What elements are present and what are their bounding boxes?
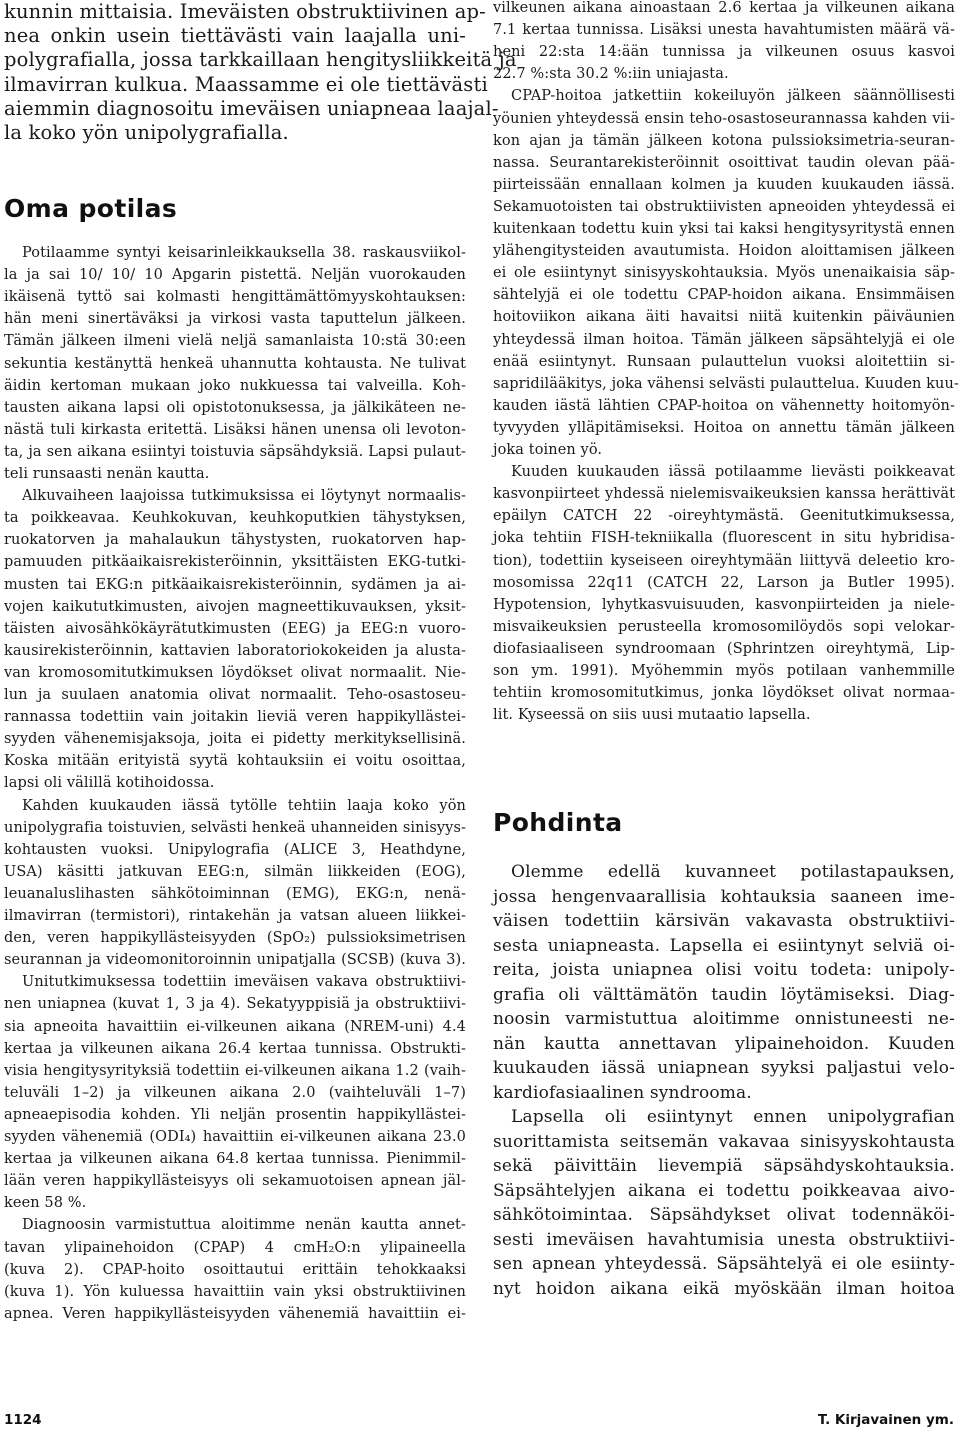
text-line: apnea. Veren happikyllästeisyyden vähenemiä havaittiin ei-: [4, 1305, 466, 1322]
text-line: den, veren happikyllästeisyyden (SpO₂) pulssioksimetrisen: [4, 930, 466, 947]
running-author: T. Kirjavainen ym.: [817, 1412, 954, 1428]
text-line: Lapsella oli esiintynyt ennen unipolygrafian: [511, 1107, 955, 1127]
text-line: joka tehtiin FISH-tekniikalla (fluorescent in situ hybridisa-: [493, 530, 955, 547]
text-line: lun ja suulaen anatomia olivat normaalit. Teho-osastoseu-: [4, 687, 466, 703]
text-line: Unitutkimuksessa todettiin imeväisen vakava obstruktiivi-: [22, 974, 466, 991]
section-heading-pohdinta: Pohdinta: [493, 808, 623, 837]
text-line: sekä päivittäin lievempiä säpsähdyskohtauksia.: [493, 1156, 955, 1176]
text-line: pamuuden pitkäaikaisrekisteröinnin, yksittäisten EKG-tutki-: [4, 554, 466, 571]
text-line: sapridilääkitys, joka vähensi selvästi pulauttelua. Kuuden kuu-: [493, 375, 959, 392]
text-line: yhteydessä ilman hoitoa. Tämän jälkeen säpsähtelyjä ei ole: [493, 331, 955, 348]
text-line: musten tai EKG:n pitkäaikaisrekisteröinnin, sydämen ja ai-: [4, 576, 466, 593]
text-line: kertaa ja vilkeunen aikana 64.8 kertaa tunnissa. Pienimmil-: [4, 1151, 466, 1168]
text-line: Koska mitään erityistä syytä kohtauksiin ei voitu osoittaa,: [4, 753, 466, 770]
text-line: kuukauden iässä uniapnean syyksi paljastui velo-: [493, 1058, 955, 1078]
text-line: la ja sai 10/ 10/ 10 Apgarin pistettä. Neljän vuorokauden: [4, 267, 466, 284]
text-line: mosomissa 22q11 (CATCH 22, Larson ja Butler 1995).: [493, 574, 955, 591]
text-line: unipolygrafia toistuvien, selvästi henkeä uhanneiden sinisyys-: [4, 819, 466, 836]
text-line: syyden vähenemisjaksoja, joita ei pidetty merkityksellisinä.: [4, 731, 466, 748]
text-line: 7.1 kertaa tunnissa. Lisäksi unesta havahtumisten määrä vä-: [493, 22, 955, 39]
text-line: sesti imeväisen havahtumisia unesta obstruktiivi-: [493, 1229, 955, 1250]
text-line: reita, joista uniapnea olisi voitu todeta: unipoly-: [493, 960, 955, 980]
text-line: ta, ja sen aikana esiintyi toistuvia säpsähdyksiä. Lapsi pulaut-: [4, 443, 466, 460]
text-line: lään veren happikyllästeisyys oli sekamuotoisen apnean jäl-: [4, 1173, 466, 1190]
text-line: sekuntia kestänyttä henkeä uhannutta kohtausta. Ne tulivat: [4, 355, 466, 372]
text-line: sähtelyjä ei ole todettu CPAP-hoidon aikana. Ensimmäisen: [493, 287, 955, 304]
text-line: rannassa todettiin vain joitakin lieviä veren happikyllästei-: [4, 709, 466, 726]
text-line: jossa hengenvaarallisia kohtauksia saaneen ime-: [493, 886, 955, 907]
text-line: kon ajan ja tämän jälkeen kotona pulssioksimetria-seuran-: [493, 132, 955, 149]
text-line: äidin kertoman mukaan joko nukkuessa tai valveilla. Koh-: [4, 377, 466, 394]
text-line: kertaa ja vilkeunen aikana 26.4 kertaa tunnissa. Obstrukti-: [4, 1040, 466, 1057]
text-line: ilmavirran kulkua. Maassamme ei ole tiettävästi: [4, 72, 488, 96]
text-line: polygrafialla, jossa tarkkaillaan hengitysliikkeitä ja: [4, 48, 517, 72]
text-line: ei ole esiintynyt sinisyyskohtauksia. Myös unenaikaisia säp-: [493, 265, 955, 282]
text-line: kasvonpiirteet yhdessä nielemisvaikeuksien kanssa herättivät: [493, 486, 955, 503]
text-line: Sekamuotoisten tai obstruktiivisten apneoiden yhteydessä ei: [493, 198, 955, 215]
text-line: heni 22:sta 14:ään tunnissa ja vilkeunen osuus kasvoi: [493, 44, 955, 61]
text-line: nyt hoidon aikana eikä myöskään ilman hoitoa: [493, 1278, 955, 1299]
text-line: Kuuden kuukauden iässä potilaamme lievästi poikkeavat: [511, 464, 955, 481]
text-line: Kahden kuukauden iässä tytölle tehtiin laaja koko yön: [22, 797, 466, 814]
text-line: visia hengitysyrityksiä todettiin ei-vilkeunen aikana 1.2 (vaih-: [4, 1062, 466, 1079]
text-line: Olemme edellä kuvanneet potilastapauksen,: [511, 862, 955, 882]
text-line: noosin varmistuttua aloitimme onnistuneesti ne-: [493, 1009, 955, 1029]
text-line: misvaikeuksien perusteella kromosomilöydös sopi velokar-: [493, 618, 955, 635]
text-line: CPAP-hoitoa jatkettiin kokeiluyön jälkeen säännöllisesti: [511, 88, 955, 105]
text-line: vilkeunen aikana ainoastaan 2.6 kertaa ja vilkeunen aikana: [493, 0, 955, 16]
text-line: lit. Kyseessä on siis uusi mutaatio lapsella.: [493, 707, 811, 724]
text-line: enää esiintynyt. Runsaan pulauttelun vuoksi aloitettiin si-: [493, 353, 955, 370]
text-line: tavan ylipainehoidon (CPAP) 4 cmH₂O:n ylipaineella: [4, 1239, 466, 1256]
text-line: Diagnoosin varmistuttua aloitimme nenän kautta annet-: [22, 1217, 466, 1234]
text-line: sen apnean yhteydessä. Säpsähtelyä ei ole esiinty-: [493, 1254, 955, 1274]
text-line: sesta uniapneasta. Lapsella ei esiintynyt selviä oi-: [493, 935, 955, 956]
text-line: kardiofasiaalinen syndrooma.: [493, 1082, 752, 1103]
text-line: ikäisenä tyttö sai kolmasti hengittämättömyyskohtauksen:: [4, 289, 466, 306]
text-line: leuanaluslihasten sähkötoiminnan (EMG), EKG:n, nenä-: [4, 885, 466, 902]
text-line: tion), todettiin kyseiseen oireyhtymään liittyvä deleetio kro-: [493, 552, 955, 569]
text-line: hoitoviikon aikana äiti havaitsi niitä kuitenkin päiväunien: [493, 309, 955, 326]
text-line: syyden vähenemiä (ODI₄) havaittiin ei-vilkeunen aikana 23.0: [4, 1129, 466, 1145]
text-line: (kuva 1). Yön kuluessa havaittiin vain yksi obstruktiivinen: [4, 1283, 466, 1300]
text-line: sähkötoimintaa. Säpsähdykset olivat todennäköi-: [493, 1205, 955, 1225]
text-line: kauden iästä lähtien CPAP-hoitoa on vähennetty hoitomyön-: [493, 397, 955, 414]
text-line: ilmavirran (termistori), rintakehän ja vatsan alueen liikkei-: [4, 908, 466, 924]
text-line: kunnin mittaisia. Imeväisten obstruktiivinen ap-: [4, 0, 486, 23]
text-line: yöunien yhteydessä ensin teho-osastoseurannassa kahden vii-: [493, 110, 955, 127]
section-heading-oma-potilas: Oma potilas: [4, 194, 178, 223]
text-line: nassa. Seurantarekisteröinnit osoittivat taudin olevan pää-: [493, 154, 955, 171]
text-line: väisen todettiin kärsivän vakavasta obstruktiivi-: [493, 911, 955, 931]
text-line: Säpsähtelyjen aikana ei todettu poikkeavaa aivo-: [493, 1180, 955, 1201]
text-line: nästä tuli kirkasta eritettä. Lisäksi hänen unensa oli levoton-: [4, 421, 466, 438]
text-line: kohtausten vuoksi. Unipylografia (ALICE 3, Heathdyne,: [4, 841, 466, 858]
text-line: (kuva 2). CPAP-hoito osoittautui erittäin tehokkaaksi: [4, 1261, 466, 1278]
text-line: ta poikkeavaa. Keuhkokuvan, keuhkoputkien tähystyksen,: [4, 510, 466, 527]
text-line: sia apneoita havaittiin ei-vilkeunen aikana (NREM-uni) 4.4: [4, 1018, 466, 1035]
page-number: 1124: [4, 1412, 42, 1428]
text-line: ylähengitysteiden avautumista. Hoidon aloittamisen jälkeen: [493, 243, 955, 260]
text-line: vojen kaikututkimusten, aivojen magneettikuvauksen, yksit-: [4, 598, 466, 615]
text-line: 22.7 %:sta 30.2 %:iin uniajasta.: [493, 66, 729, 83]
text-line: diofasiaaliseen syndroomaan (Sphrintzen oireyhtymä, Lip-: [493, 640, 955, 657]
text-line: nän kautta annettavan ylipainehoidon. Kuuden: [493, 1033, 955, 1054]
text-line: nea onkin usein tiettävästi vain laajalla uni-: [4, 24, 466, 48]
text-line: lapsi oli välillä kotihoidossa.: [4, 775, 215, 792]
text-line: Hypotension, lyhytkasvuisuuden, kasvonpiirteiden ja niele-: [493, 596, 955, 613]
text-line: Alkuvaiheen laajoissa tutkimuksissa ei löytynyt normaalis-: [22, 488, 466, 505]
text-line: piirteissään ennallaan kolmen ja kuuden kuukauden iässä.: [493, 176, 955, 193]
text-line: seurannan ja videomonitoroinnin unipatjalla (SCSB) (kuva 3).: [4, 952, 466, 969]
text-line: täisten aivosähkökäyrätutkimusten (EEG) ja EEG:n vuoro-: [4, 620, 466, 637]
text-line: kausirekisteröinnin, kattavien laboratoriokokeiden ja alusta-: [4, 642, 466, 659]
text-line: son ym. 1991). Myöhemmin myös potilaan vanhemmille: [493, 663, 955, 679]
text-line: hän meni sinertäväksi ja virkosi vasta taputtelun jälkeen.: [4, 311, 466, 328]
text-line: apneaepisodia kohden. Yli neljän prosentin happikyllästei-: [4, 1106, 466, 1123]
text-line: Tämän jälkeen ilmeni vielä neljä samanlaista 10:stä 30:een: [4, 333, 466, 350]
text-line: USA) käsitti jatkuvan EEG:n, silmän liikkeiden (EOG),: [4, 863, 466, 880]
text-line: keen 58 %.: [4, 1195, 87, 1212]
text-line: kuitenkaan todettu kuin yksi tai kaksi hengitysyritystä ennen: [493, 221, 955, 237]
text-line: epäilyn CATCH 22 -oireyhtymästä. Geenitutkimuksessa,: [493, 508, 955, 525]
text-line: teluväli 1–2) ja vilkeunen aikana 2.0 (vaihteluväli 1–7): [4, 1084, 466, 1101]
text-line: tyvyyden ylläpitämiseksi. Hoitoa on annettu tämän jälkeen: [493, 419, 955, 436]
text-line: Potilaamme syntyi keisarinleikkauksella 38. raskausviikol-: [22, 245, 466, 261]
text-line: la koko yön unipolygrafialla.: [4, 121, 289, 144]
text-line: tehtiin kromosomitutkimus, jonka löydökset olivat normaa-: [493, 685, 955, 702]
text-line: grafia oli välttämätön taudin löytämiseksi. Diag-: [493, 984, 955, 1005]
text-line: nen uniapnea (kuvat 1, 3 ja 4). Sekatyyppisiä ja obstruktiivi-: [4, 996, 466, 1013]
text-line: aiemmin diagnosoitu imeväisen uniapneaa laajal-: [4, 96, 499, 120]
text-line: ruokatorven ja mahalaukun tähystysten, ruokatorven hap-: [4, 532, 466, 549]
text-line: teli runsaasti nenän kautta.: [4, 466, 210, 482]
text-line: joka toinen yö.: [493, 442, 603, 458]
text-line: suorittamista seitsemän vakavaa sinisyyskohtausta: [493, 1131, 955, 1152]
text-line: tausten aikana lapsi oli opistotonuksessa, ja jälkikäteen ne-: [4, 399, 466, 416]
text-line: van kromosomitutkimuksen löydökset olivat normaalit. Nie-: [4, 664, 466, 681]
